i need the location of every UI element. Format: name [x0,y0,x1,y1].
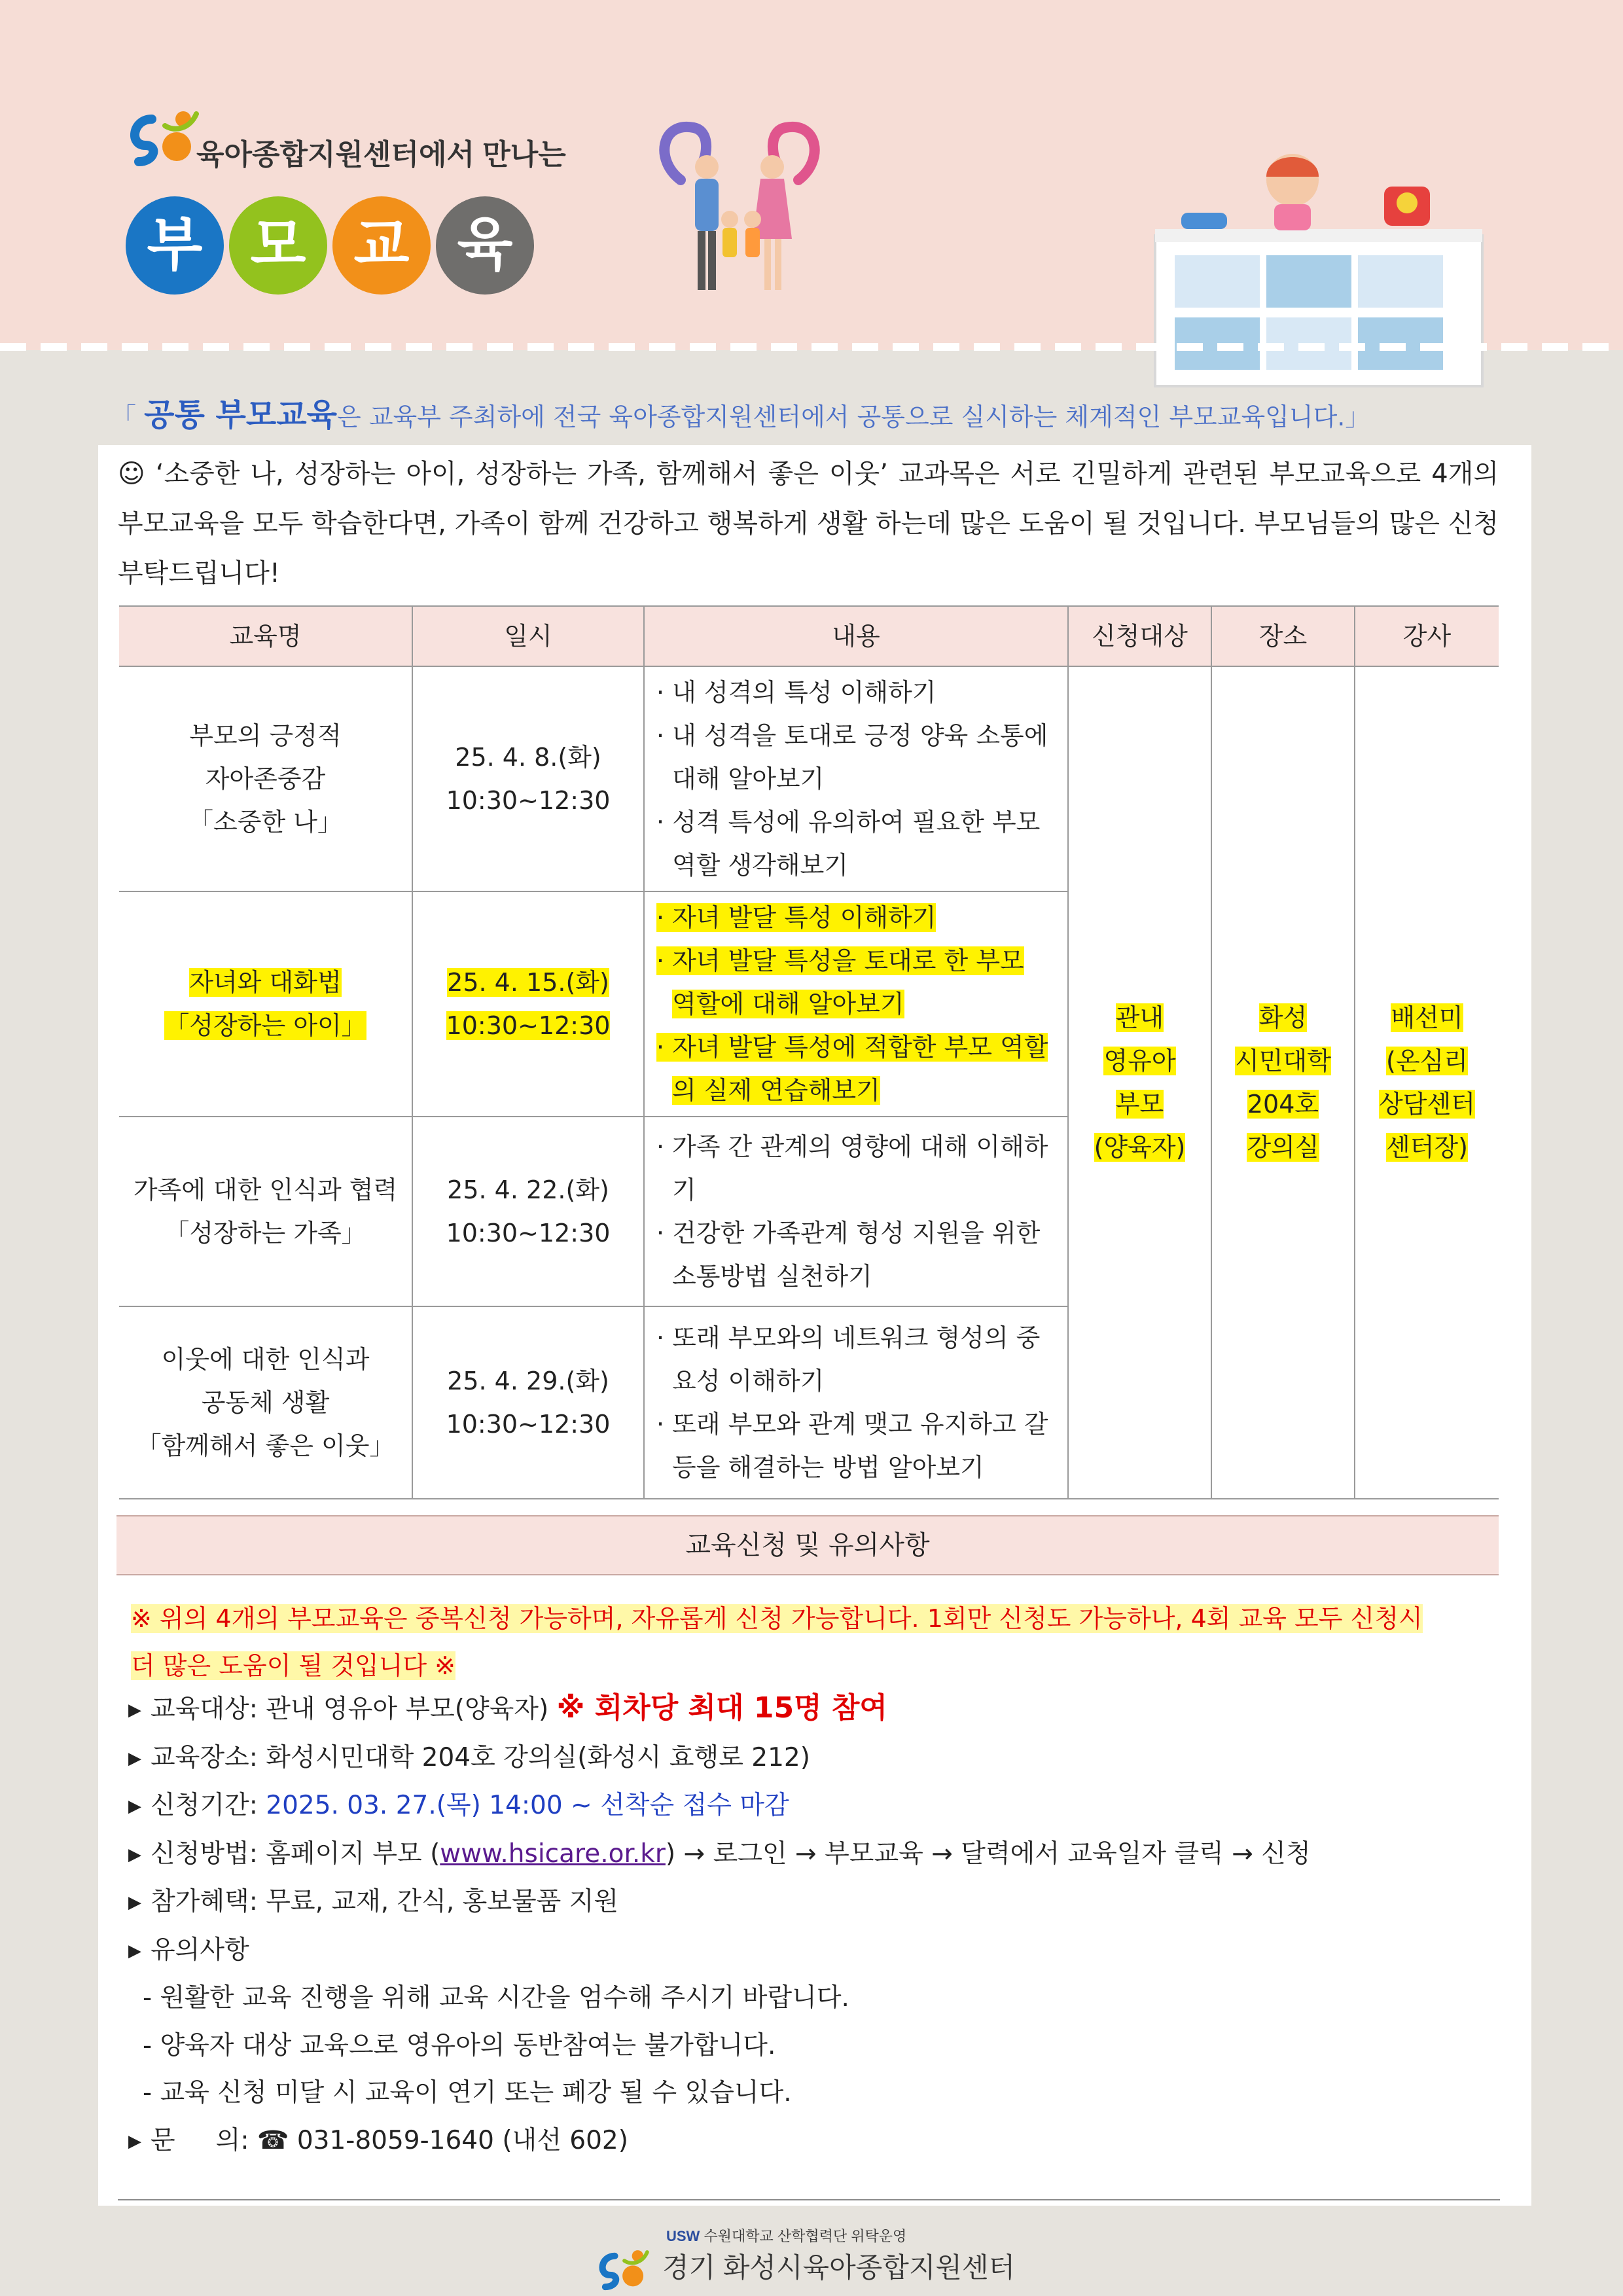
place-line: 강의실 [1247,1133,1319,1162]
course-time: 10:30~12:30 [446,1011,611,1040]
content-panel [98,445,1531,2206]
content-item: · 내 성격의 특성 이해하기 [656,678,936,707]
target-line: 부모 [1115,1090,1164,1119]
warning-line-1: ※ 위의 4개의 부모교육은 중복신청 가능하며, 자유롭게 신청 가능합니다. 1회만 신청도 가능하나, 4회 교육 모두 신청시 [131,1604,1423,1633]
warning-line-2: 더 많은 도움이 될 것입니다 ※ [131,1651,456,1680]
course-name-line: 「성장하는 아이」 [164,1011,366,1040]
content-item: · 내 성격을 토대로 긍정 양육 소통에 대해 알아보기 [656,721,1048,793]
course-time: 10:30~12:30 [446,786,611,815]
intro-key-phrase: 공통 부모교육 [144,397,338,433]
target-label: 교육대상: 관내 영유아 부모(양육자) [151,1695,549,1724]
family-illustration-icon [654,121,825,298]
course-name-line: 가족에 대한 인식과 협력 [133,1175,398,1204]
content-item: · 성격 특성에 유의하여 필요한 부모역할 생각해보기 [656,808,1041,880]
course-name-cell [119,891,412,1117]
period-value: 2025. 03. 27.(목) 14:00 ~ 선착순 접수 마감 [266,1791,789,1820]
triangle-bullet-icon: ▶ [128,1844,141,1865]
list-item [128,2117,1496,2166]
course-name-line: 공동체 생활 [201,1388,330,1417]
center-name: 경기 화성시육아종합지원센터 [662,2252,1016,2283]
list-item [128,1927,1496,1975]
title-char-2: 모 [229,196,327,295]
contact-info: 문 의: ☎ 031-8059-1640 (내선 602) [151,2125,628,2155]
list-item [128,1782,1496,1831]
lecturer-line: 상담센터 [1379,1090,1475,1119]
datetime-cell [412,1117,644,1306]
course-name-line: 자녀와 대화법 [189,968,342,997]
course-name-line: 자아존중감 [205,764,326,793]
content-item: · 또래 부모와의 네트워크 형성의 중요성 이해하기 [656,1323,1041,1395]
content-cell [644,1306,1068,1499]
course-name-cell [119,666,412,891]
triangle-bullet-icon: ▶ [128,1893,141,1912]
title-char-1: 부 [126,196,224,295]
university-operator [666,2225,906,2246]
notes-warning [131,1595,1492,1689]
title-char-4: 육 [436,196,534,295]
place-line: 시민대학 [1235,1047,1331,1075]
schedule-table [119,605,1499,1499]
list-item [128,1878,1496,1927]
header-subtitle: 육아종합지원센터에서 만나는 [196,139,566,171]
target-line: 영유아 [1103,1047,1176,1075]
target-line: 관내 [1115,1003,1164,1032]
content-item: · 자녀 발달 특성에 적합한 부모 역할의 실제 연습해보기 [656,1033,1048,1105]
header-place: 장소 [1211,606,1355,666]
university-text: 수원대학교 산학협력단 위탁운영 [704,2228,907,2244]
caution-item: - 양육자 대상 교육으로 영유아의 동반참여는 불가합니다. [143,2030,776,2060]
triangle-bullet-icon: ▶ [128,1700,141,1720]
target-limit: ※ 회차당 최대 15명 참여 [556,1691,887,1725]
content-item: · 가족 간 관계의 영향에 대해 이해하기 [656,1132,1048,1204]
content-cell [644,891,1068,1117]
center-logo-icon [126,99,204,171]
datetime-cell [412,891,644,1117]
header-content: 내용 [644,606,1068,666]
method-label: 신청방법: 홈페이지 부모 ( [151,1839,440,1869]
course-date: 25. 4. 15.(화) [447,968,609,997]
content-cell [644,666,1068,891]
intro-rest: 은 교육부 주최하에 전국 육아종합지원센터에서 공통으로 실시하는 체계적인 부모교육입니다.」 [337,403,1370,431]
caution-item: - 교육 신청 미달 시 교육이 연기 또는 폐강 될 수 있습니다. [143,2078,792,2108]
course-time: 10:30~12:30 [446,1410,611,1439]
benefit-info: 참가혜택: 무료, 교재, 간식, 홍보물품 지원 [151,1887,619,1916]
course-name-cell [119,1117,412,1306]
target-cell [1068,666,1211,1499]
course-date: 25. 4. 29.(화) [447,1367,609,1395]
list-item [128,1685,1496,1734]
place-line: 화성 [1258,1003,1308,1032]
panel-bottom-divider [118,2199,1500,2200]
triangle-bullet-icon: ▶ [128,2131,141,2151]
content-item: · 건강한 가족관계 형성 지원을 위한 소통방법 실천하기 [656,1219,1041,1291]
content-item: · 자녀 발달 특성을 토대로 한 부모 역할에 대해 알아보기 [656,946,1024,1018]
lecturer-cell [1355,666,1499,1499]
list-item [128,1734,1496,1783]
triangle-bullet-icon: ▶ [128,1941,141,1961]
intro-open-bracket: 「 [111,403,137,431]
datetime-cell [412,1306,644,1499]
course-name-line: 부모의 긍정적 [189,721,342,750]
title-char-3: 교 [332,196,431,295]
header-target: 신청대상 [1068,606,1211,666]
lecturer-line: 배선미 [1391,1003,1463,1032]
course-date: 25. 4. 22.(화) [447,1175,609,1204]
course-time: 10:30~12:30 [446,1219,611,1247]
lecturer-line: (온심리 [1386,1047,1468,1075]
caution-title: 유의사항 [151,1935,249,1965]
place-line: 204호 [1247,1090,1319,1119]
toy-shelf-illustration-icon [1135,151,1508,393]
content-cell [644,1117,1068,1306]
caution-item: - 원활한 교육 진행을 위해 교육 시간을 엄수해 주시기 바랍니다. [143,1983,849,2013]
course-name-line: 이웃에 대한 인식과 [161,1345,370,1374]
notes-list [128,1685,1496,2165]
center-logo-icon [593,2242,656,2294]
method-rest: ) → 로그인 → 부모교육 → 달력에서 교육일자 클릭 → 신청 [665,1839,1311,1869]
triangle-bullet-icon: ▶ [128,1748,141,1768]
place-cell [1211,666,1355,1499]
content-item: · 또래 부모와 관계 맺고 유지하고 갈등을 해결하는 방법 알아보기 [656,1410,1048,1482]
homepage-link[interactable]: www.hsicare.or.kr [440,1839,666,1869]
course-name-cell [119,1306,412,1499]
header-course-name: 교육명 [119,606,412,666]
place-info: 교육장소: 화성시민대학 204호 강의실(화성시 효행로 212) [151,1742,810,1772]
triangle-bullet-icon: ▶ [128,1797,141,1816]
content-item: · 자녀 발달 특성 이해하기 [656,903,936,932]
course-name-line: 「성장하는 가족」 [164,1219,366,1247]
table-header-row [119,606,1499,666]
course-name-line: 「소중한 나」 [188,808,342,836]
header-banner [0,0,1623,350]
header-lecturer: 강사 [1355,606,1499,666]
intro-paragraph: ☺ ‘소중한 나, 성장하는 아이, 성장하는 가족, 함께해서 좋은 이웃’ 교과목은 서로 긴밀하게 관련된 부모교육으로 4개의 부모교육을 모두 학습한다면, 가족이 함께 건강하고 행복하게 생활 하는데 많은 도움이 될 것입니다. 부모님들의 많은 신청 부탁드립니다! [118,459,1499,588]
period-label: 신청기간: [151,1791,258,1820]
list-item [128,1831,1496,1879]
target-line: (양육자) [1094,1133,1186,1162]
header-dashed-divider [0,343,1623,351]
table-row [119,666,1499,891]
university-mark: USW [666,2228,700,2244]
header-datetime: 일시 [412,606,644,666]
notes-section-header: 교육신청 및 유의사항 [116,1515,1499,1575]
course-name-line: 「함께해서 좋은 이웃」 [136,1431,395,1460]
course-date: 25. 4. 8.(화) [455,743,601,772]
datetime-cell [412,666,644,891]
lecturer-line: 센터장) [1386,1133,1468,1162]
intro-headline [111,389,1512,435]
